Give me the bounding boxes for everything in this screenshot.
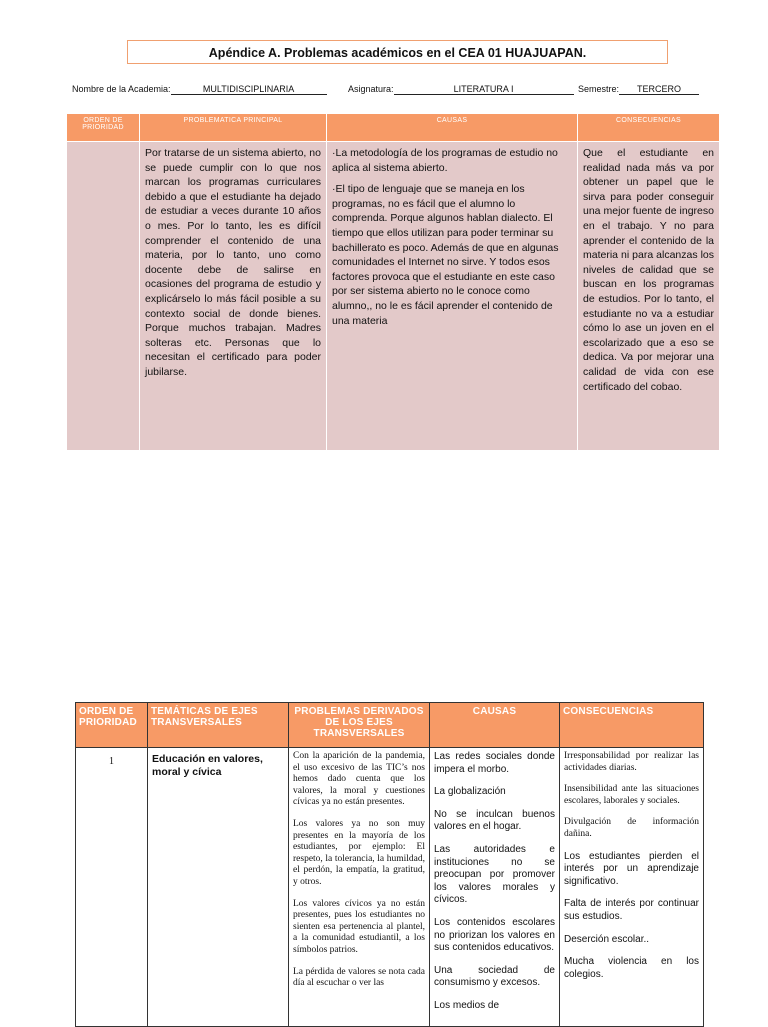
causa-item: ·La metodología de los programas de estudio no aplica al sistema abierto. (332, 147, 558, 174)
academia-field (72, 84, 327, 95)
semestre-value: TERCERO (619, 84, 699, 95)
consecuencia-item: Insensibilidad ante las situaciones escolares, laborales y sociales. (564, 784, 699, 806)
header-orden: ORDEN DE PRIORIDAD (76, 703, 148, 748)
causa-item: Los medios de (434, 999, 500, 1011)
causa-item: No se inculcan buenos valores en el hogar. (434, 808, 555, 833)
semestre-field (578, 84, 699, 95)
header-consecuencias: CONSECUENCIAS (560, 703, 704, 748)
academia-label: Nombre de la Academia: (72, 84, 171, 94)
cell-consecuencias: Que el estudiante en realidad nada más va por obtener un papel que le sirva para poder conseguir una mejor fuente de ingreso en el trabajo. Y no para aprender el contenido de la materia ni para alcanzas los niveles de calidad que se buscan en los programas de estudios. Por lo tanto, el estudiante no va a estudiar cómo lo ase un joven en el escolarizado que a eso se dedica. Va por mejorar una calidad de vida con ese certificado del cobao. (578, 142, 720, 451)
causa-item: Las autoridades e instituciones no se preocupan por promover los valores morales y cívicos. (434, 843, 555, 906)
header-tematicas: TEMÁTICAS DE EJES TRANSVERSALES (148, 703, 289, 748)
consecuencia-item: Falta de interés por continuar sus estudios. (564, 898, 699, 922)
cell-orden: 1 (76, 748, 148, 1027)
semestre-label: Semestre: (578, 84, 620, 94)
header-causas: CAUSAS (327, 114, 578, 142)
table-row (76, 748, 704, 1027)
problemas-table (66, 113, 720, 451)
cell-problemas (289, 748, 430, 1027)
causa-item: La globalización (434, 786, 506, 798)
header-problematica: PROBLEMATICA PRINCIPAL (140, 114, 327, 142)
cell-problematica: Por tratarse de un sistema abierto, no se puede cumplir con lo que nos marcan los programas curriculares debido a que el estudiante ha dejado de estudiar a veces durante 10 años o mes. Por lo tanto, les es difícil comprender el contenido de una materia, por lo tanto, uno como docente debe de salirse en ocasiones del programa de estudio y explicárselo lo más fácil posible a su contexto social de donde bienes. Porque muchos trabajan. Madres solteras etc. Personas que lo necesitan el certificado para poder jubilarse. (140, 142, 327, 451)
consecuencia-item: Divulgación de información dañina. (564, 817, 699, 839)
header-causas: CAUSAS (430, 703, 560, 748)
asignatura-field (348, 84, 574, 95)
problema-item: Los valores ya no son muy presentes en la mayoría de los estudiantes, por ejemplo: El respeto, la tolerancia, la humildad, el perdón, la empatía, la gratitud, y otros. (293, 818, 425, 887)
cell-consecuencias (560, 748, 704, 1027)
causa-item: Las redes sociales donde impera el morbo. (434, 751, 555, 775)
consecuencia-item: Mucha violencia en los colegios. (564, 956, 699, 980)
header-problemas: PROBLEMAS DERIVADOS DE LOS EJES TRANSVERSALES (289, 703, 430, 748)
problema-item: Con la aparición de la pandemia, el uso excesivo de las TIC’s nos hemos dado cuenta que los valores, la moral y cuestiones cívicas ya no están presentes. (293, 751, 425, 808)
table-header-row (76, 703, 704, 748)
asignatura-label: Asignatura: (348, 84, 394, 94)
header-consecuencias: CONSECUENCIAS (578, 114, 720, 142)
causa-item: Los contenidos escolares no priorizan los valores en sus contenidos educativos. (434, 916, 555, 954)
ejes-transversales-table (75, 702, 704, 1027)
cell-causas (327, 142, 578, 451)
problema-item: La pérdida de valores se nota cada día al escuchar o ver las (293, 966, 425, 989)
consecuencia-item: Irresponsabilidad por realizar las actividades diarias. (564, 751, 699, 773)
causa-item: Una sociedad de consumismo y excesos. (434, 964, 555, 989)
cell-causas (430, 748, 560, 1027)
document-title: Apéndice A. Problemas académicos en el CEA 01 HUAJUAPAN. (127, 40, 668, 64)
cell-orden (67, 142, 140, 451)
table-row (67, 142, 720, 451)
academia-value: MULTIDISCIPLINARIA (171, 84, 327, 95)
consecuencia-item: Deserción escolar.. (564, 933, 650, 945)
table-header-row (67, 114, 720, 142)
header-orden: ORDEN DE PRIORIDAD (67, 114, 140, 142)
consecuencia-item: Los estudiantes pierden el interés por un aprendizaje significativo. (564, 850, 699, 887)
asignatura-value: LITERATURA I (394, 84, 574, 95)
causa-item: ·El tipo de lenguaje que se maneja en los programas, no es fácil que el alumno lo comprenda. Porque algunos hablan dialecto. El tiempo que ellos utilizan para poder terminar su bachillerato es poco. Además de que en algunas comunidades el Internet no sirve. Y todos esos factores provoca que el estudiante en este caso por ser sistema abierto no le conoce como alumno,, no le es fácil aprender el contenido de una materia (332, 183, 559, 327)
cell-tematica: Educación en valores, moral y cívica (148, 748, 289, 1027)
problema-item: Los valores cívicos ya no están presentes, pues los estudiantes no sienten esa pertenencia al plantel, a la comunidad estudiantil, a los símbolos patrios. (293, 898, 425, 955)
